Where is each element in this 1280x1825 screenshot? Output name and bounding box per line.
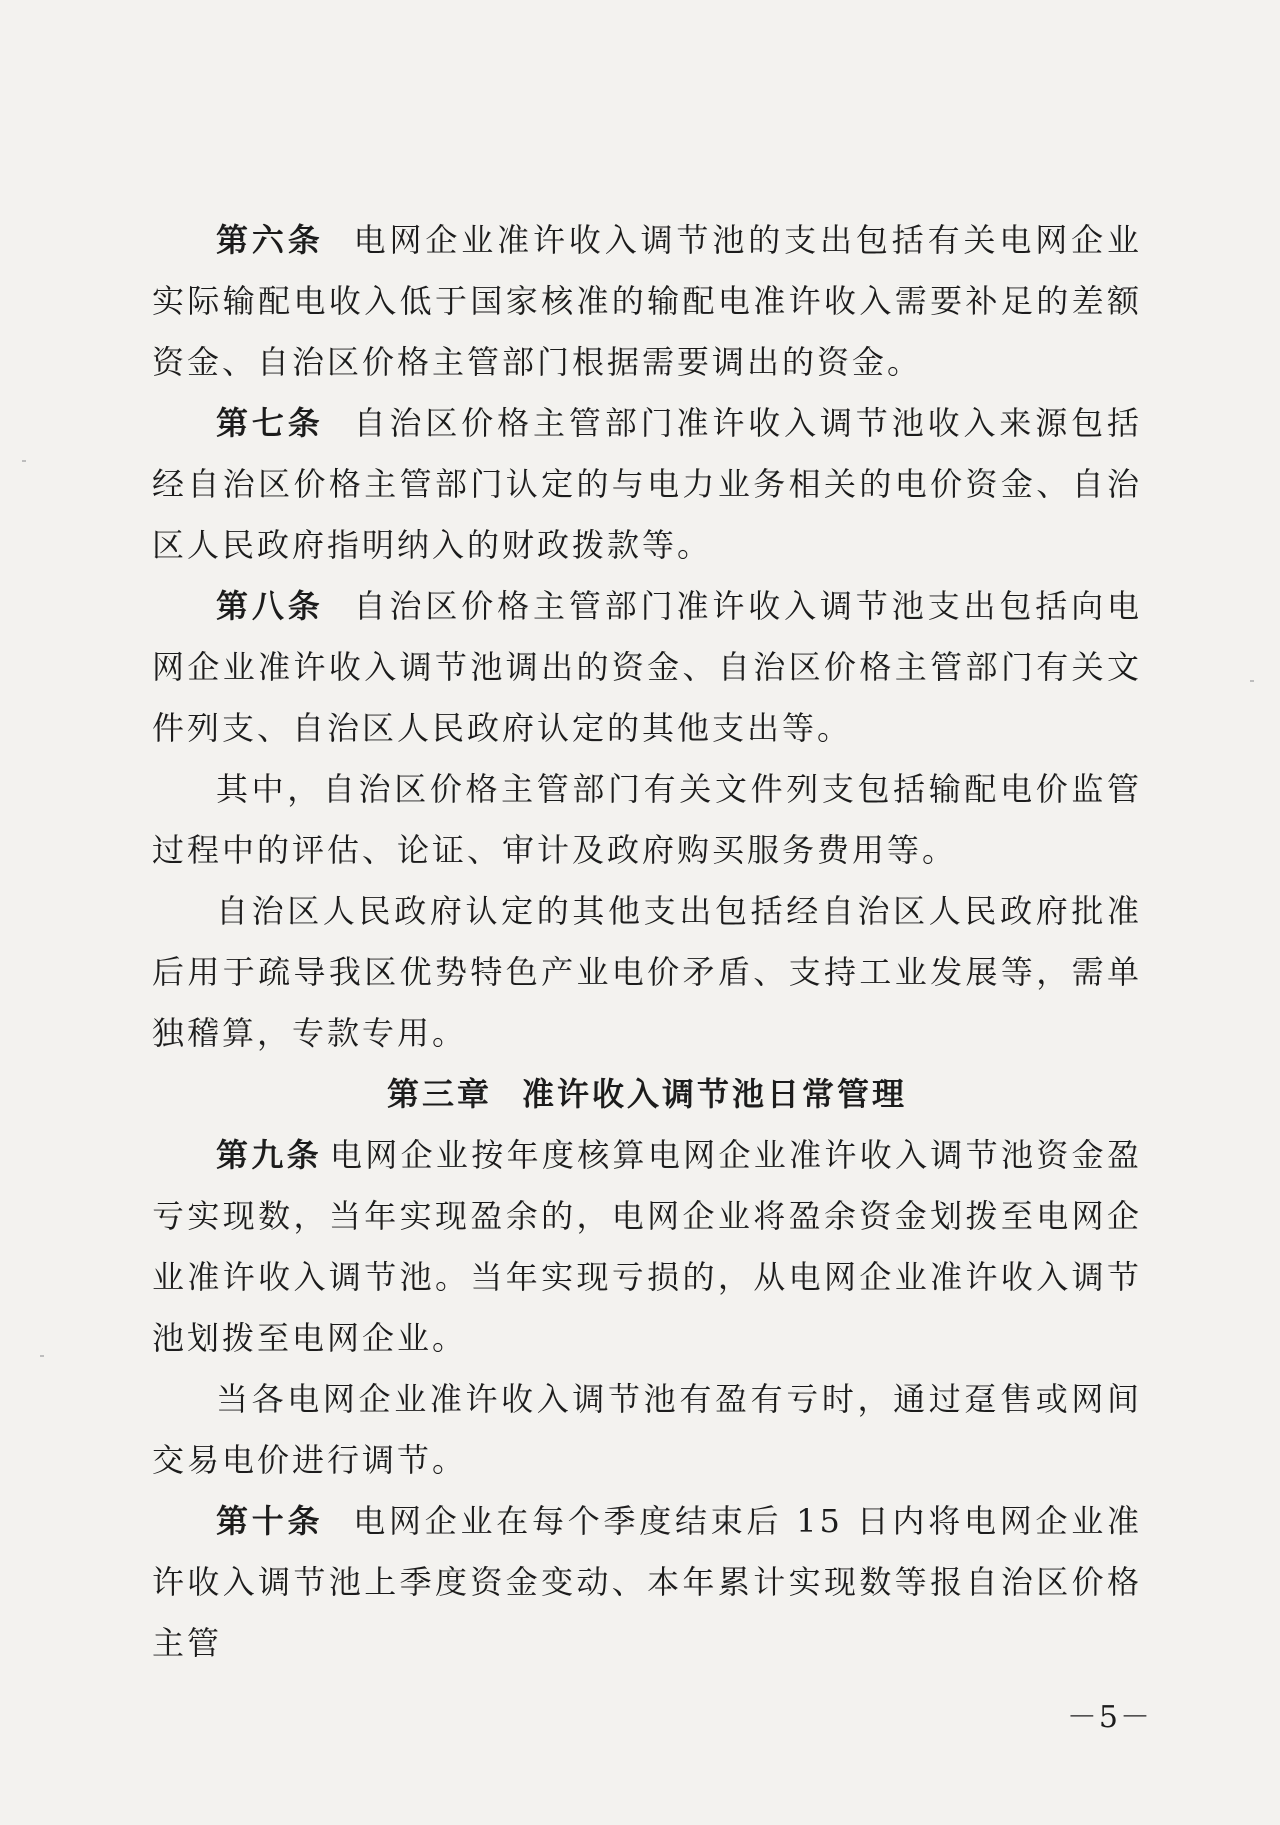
scan-speck bbox=[1250, 680, 1254, 682]
article-10 bbox=[152, 1491, 1142, 1674]
chapter-title: 准许收入调节池日常管理 bbox=[522, 1075, 908, 1113]
article-text: 电网企业准许收入调节池的支出包括有关电网企业实际输配电收入低于国家核准的输配电准许收入需要补足的差额资金、自治区价格主管部门根据需要调出的资金。 bbox=[152, 221, 1142, 381]
article-9 bbox=[152, 1125, 1142, 1369]
article-number: 第八条 bbox=[216, 587, 324, 625]
chapter-number: 第三章 bbox=[386, 1075, 492, 1113]
body-text bbox=[152, 210, 1142, 1674]
paragraph-expense-detail bbox=[152, 759, 1142, 881]
article-number: 第七条 bbox=[216, 404, 324, 442]
paragraph-text: 其中，自治区价格主管部门有关文件列支包括输配电价监管过程中的评估、论证、审计及政府购买服务费用等。 bbox=[152, 770, 1142, 869]
article-6 bbox=[152, 210, 1142, 393]
article-8 bbox=[152, 576, 1142, 759]
paragraph-text: 自治区人民政府认定的其他支出包括经自治区人民政府批准后用于疏导我区优势特色产业电价矛盾、支持工业发展等，需单独稽算，专款专用。 bbox=[152, 892, 1142, 1052]
article-number: 第十条 bbox=[216, 1502, 324, 1540]
paragraph-other-expense bbox=[152, 881, 1142, 1064]
chapter-heading bbox=[152, 1064, 1142, 1125]
article-text: 电网企业在每个季度结束后 15 日内将电网企业准许收入调节池上季度资金变动、本年累计实现数等报自治区价格主管 bbox=[152, 1502, 1142, 1662]
article-text: 自治区价格主管部门准许收入调节池收入来源包括经自治区价格主管部门认定的与电力业务相关的电价资金、自治区人民政府指明纳入的财政拨款等。 bbox=[152, 404, 1142, 564]
paragraph-adjustment bbox=[152, 1369, 1142, 1491]
scan-speck bbox=[40, 1355, 44, 1357]
page-number: －5－ bbox=[1066, 1700, 1152, 1735]
paragraph-text: 当各电网企业准许收入调节池有盈有亏时，通过趸售或网间交易电价进行调节。 bbox=[152, 1380, 1142, 1479]
article-text: 自治区价格主管部门准许收入调节池支出包括向电网企业准许收入调节池调出的资金、自治区价格主管部门有关文件列支、自治区人民政府认定的其他支出等。 bbox=[152, 587, 1142, 747]
article-text: 电网企业按年度核算电网企业准许收入调节池资金盈亏实现数，当年实现盈余的，电网企业将盈余资金划拨至电网企业准许收入调节池。当年实现亏损的，从电网企业准许收入调节池划拨至电网企业。 bbox=[152, 1136, 1142, 1357]
article-number: 第六条 bbox=[216, 221, 324, 259]
scan-speck bbox=[22, 460, 26, 462]
article-7 bbox=[152, 393, 1142, 576]
article-number: 第九条 bbox=[216, 1136, 322, 1174]
